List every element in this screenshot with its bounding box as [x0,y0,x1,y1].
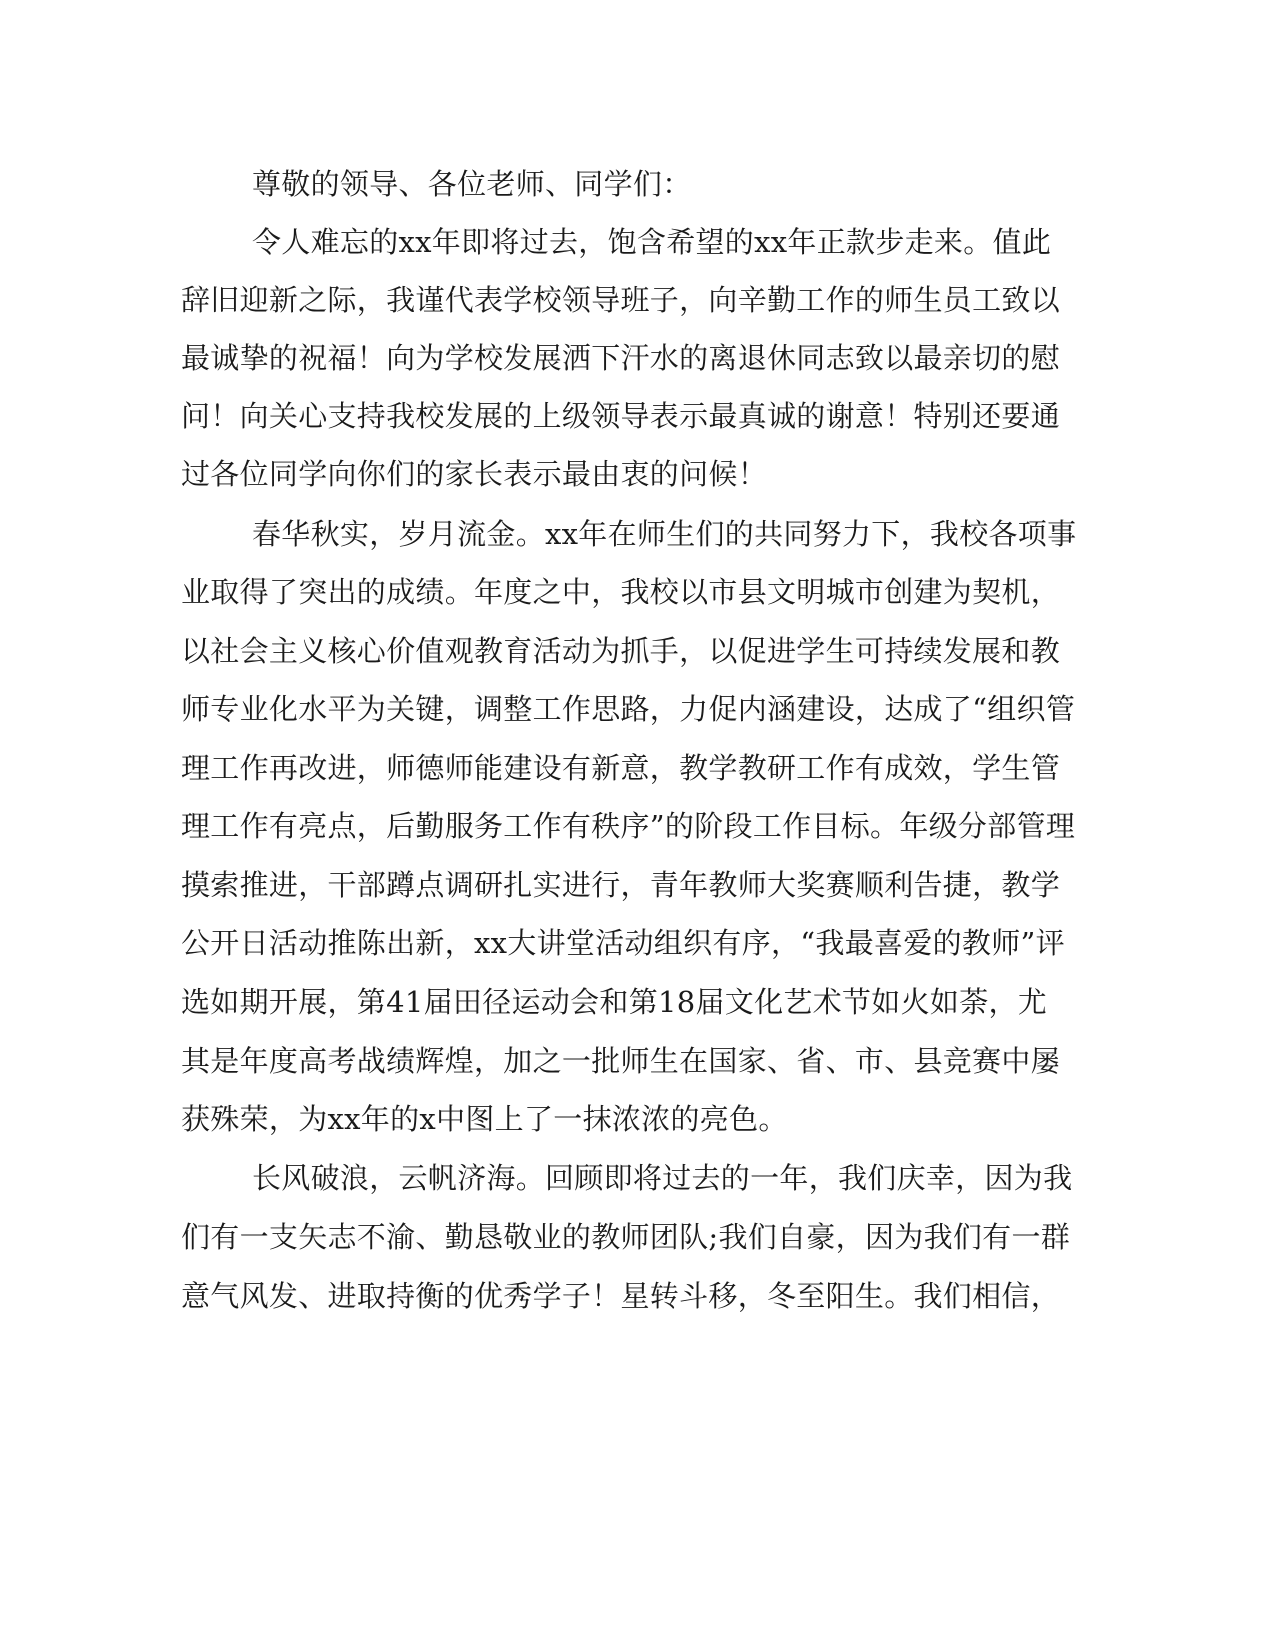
paragraph-3-line-2: 们有一支矢志不渝、勤恳敬业的教师团队;我们自豪，因为我们有一群 [181,1220,1071,1254]
greeting-line: 尊敬的领导、各位老师、同学们： [252,167,692,201]
paragraph-2-line-1: 春华秋实，岁月流金。xx年在师生们的共同努力下，我校各项事 [252,517,1077,551]
paragraph-2-line-6: 理工作有亮点，后勤服务工作有秩序”的阶段工作目标。年级分部管理 [181,809,1076,843]
paragraph-2-line-9: 选如期开展，第41届田径运动会和第18届文化艺术节如火如荼，尤 [181,985,1048,1019]
paragraph-3-line-3: 意气风发、进取持衡的优秀学子！星转斗移，冬至阳生。我们相信， [181,1279,1061,1313]
paragraph-2-line-8: 公开日活动推陈出新，xx大讲堂活动组织有序，“我最喜爱的教师”评 [181,926,1065,960]
paragraph-1-line-3: 最诚挚的祝福！向为学校发展洒下汗水的离退休同志致以最亲切的慰 [181,341,1061,375]
paragraph-1-line-4: 问！向关心支持我校发展的上级领导表示最真诚的谢意！特别还要通 [181,399,1061,433]
paragraph-3-line-1: 长风破浪，云帆济海。回顾即将过去的一年，我们庆幸，因为我 [252,1161,1073,1195]
paragraph-2-line-11: 获殊荣，为xx年的x中图上了一抹浓浓的亮色。 [181,1102,788,1136]
paragraph-2-line-7: 摸索推进，干部蹲点调研扎实进行，青年教师大奖赛顺利告捷，教学 [181,868,1061,902]
paragraph-2-line-4: 师专业化水平为关键，调整工作思路，力促内涵建设，达成了“组织管 [181,692,1076,726]
paragraph-2-line-10: 其是年度高考战绩辉煌，加之一批师生在国家、省、市、县竞赛中屡 [181,1044,1061,1078]
paragraph-1-line-5: 过各位同学向你们的家长表示最由衷的问候！ [181,457,768,491]
paragraph-2-line-2: 业取得了突出的成绩。年度之中，我校以市县文明城市创建为契机， [181,575,1061,609]
paragraph-1-line-2: 辞旧迎新之际，我谨代表学校领导班子，向辛勤工作的师生员工致以 [181,283,1061,317]
paragraph-2-line-3: 以社会主义核心价值观教育活动为抓手，以促进学生可持续发展和教 [181,634,1061,668]
paragraph-2-line-5: 理工作再改进，师德师能建设有新意，教学教研工作有成效，学生管 [181,751,1061,785]
paragraph-1-line-1: 令人难忘的xx年即将过去，饱含希望的xx年正款步走来。值此 [252,225,1052,259]
